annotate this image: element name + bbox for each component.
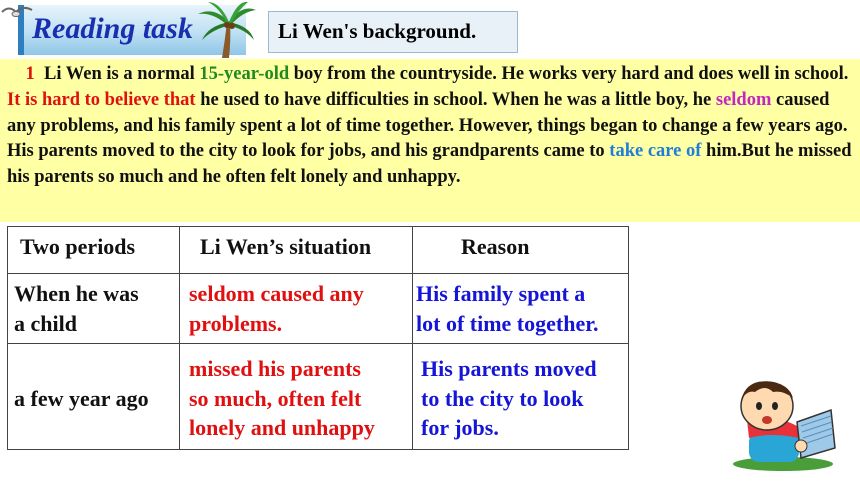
- header-two-periods: Two periods: [20, 234, 136, 259]
- row2-situation-line: so much, often felt: [189, 385, 362, 411]
- seagull-icon: [0, 2, 34, 24]
- row2-reason-line: for jobs.: [421, 415, 499, 441]
- boy-reading-icon: [727, 376, 839, 472]
- banner-title: Reading task: [32, 12, 193, 45]
- row2-situation: [189, 354, 375, 443]
- reading-passage: [7, 62, 857, 191]
- passage-segment: him.But he missed his parents so much and he often felt lonely and unhappy.: [7, 141, 857, 188]
- passage-segment: 15-year-old: [199, 64, 290, 84]
- passage-segment: Li Wen is a normal: [44, 64, 200, 84]
- section-heading: Li Wen's background.: [278, 19, 477, 43]
- row2-situation-line: missed his parents: [189, 356, 361, 381]
- row1-period-line: When he was: [14, 281, 139, 306]
- row2-period-line: a few year ago: [14, 386, 149, 411]
- row1-period-line: a child: [14, 310, 77, 336]
- row1-reason: [416, 279, 598, 338]
- passage-segment: 1: [7, 64, 44, 84]
- passage-segment: It is hard to believe that: [7, 89, 196, 110]
- row2-situation-line: lonely and unhappy: [189, 415, 375, 441]
- row1-situation-line: seldom caused any: [189, 281, 364, 306]
- row1-situation: [189, 279, 364, 338]
- row2-period: [14, 384, 149, 414]
- header-reason: Reason: [461, 234, 530, 259]
- passage-segment: caused any problems, and his family spent a lot of time together. However, things began to change a few years ago. His parents moved to the city to look for jobs, and his grandparents came to: [7, 89, 853, 162]
- passage-segment: he used to have difficulties in school. When he was a little boy, he: [195, 89, 716, 110]
- row1-period: [14, 279, 139, 338]
- row2-reason-line: to the city to look: [421, 385, 584, 411]
- passage-segment: seldom: [715, 89, 772, 110]
- row1-reason-line: lot of time together.: [416, 310, 599, 336]
- row1-situation-line: problems.: [189, 310, 283, 336]
- header-situation: Li Wen’s situation: [200, 234, 372, 259]
- passage-segment: boy from the countryside. He works very hard and does well in school.: [289, 64, 854, 84]
- row2-reason: [421, 354, 597, 443]
- row2-reason-line: His parents moved: [421, 356, 597, 381]
- row1-reason-line: His family spent a: [416, 281, 586, 306]
- palm-tree-icon: [196, 0, 258, 58]
- passage-segment: take care of: [609, 141, 702, 162]
